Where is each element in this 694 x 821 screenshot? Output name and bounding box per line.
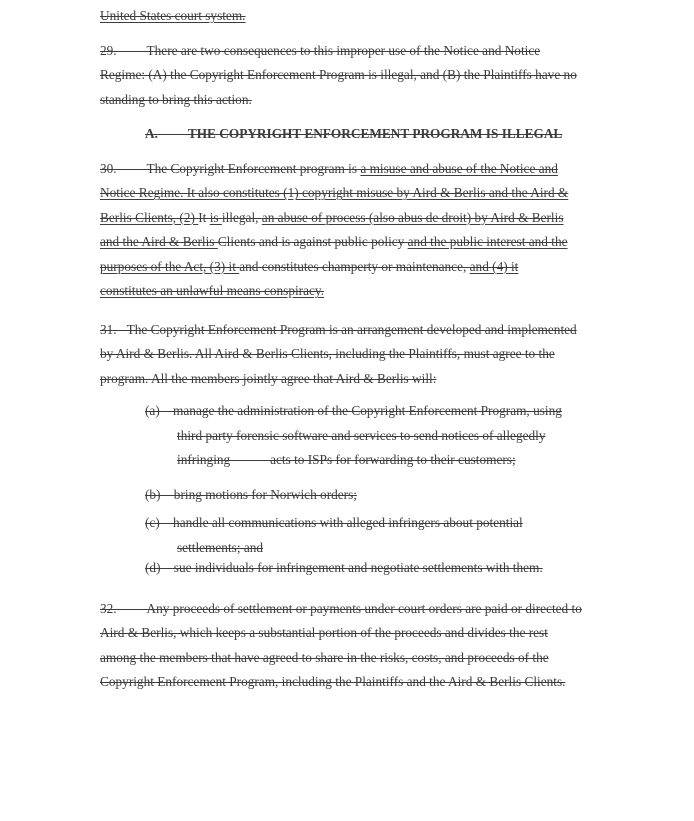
inserted-deleted-text: purposes of the Act, (3) it (100, 258, 240, 274)
deleted-text: A. THE COPYRIGHT ENFORCEMENT PROGRAM IS ILLEGAL (145, 126, 563, 141)
text-line (100, 157, 658, 182)
deleted-text: Aird & Berlis, which keeps a substantial portion of the proceeds and divides the rest (100, 625, 548, 640)
list-item-c (100, 511, 658, 560)
inserted-deleted-text: an abuse of process (also abus de droit) by Aird & Berlis (261, 209, 564, 225)
deleted-text: (d) sue individuals for infringement and negotiate settlements with them. (145, 560, 543, 575)
inserted-deleted-text: Notice Regime. It also constitutes (1) copyright misuse by Aird & Berlis and the Aird & (100, 185, 569, 200)
deleted-text: (c) handle all communications with alleged infringers about potential (145, 515, 523, 530)
deleted-text: infringing acts to ISPs for forwarding to their customers; (177, 452, 516, 467)
deleted-text: illegal, (221, 209, 262, 225)
inserted-deleted-text: Berlis Clients, (2) (100, 209, 199, 225)
list-item-a (100, 399, 658, 473)
inserted-deleted-text: and the Aird & Berlis (100, 234, 218, 249)
text-line (100, 318, 658, 343)
deleted-text: 31. The Copyright Enforcement Program is an arrangement developed and implemented (100, 321, 577, 337)
inserted-deleted-text: a misuse and abuse of the Notice and (360, 160, 558, 176)
deleted-text: (b) bring motions for Norwich orders; (145, 486, 357, 502)
text-line (100, 597, 658, 622)
deleted-text: It (198, 209, 210, 225)
text-line (100, 621, 658, 646)
deleted-text: and constitutes champerty or maintenance, (239, 258, 470, 274)
deleted-text: 30. The Copyright Enforcement program is (100, 160, 361, 176)
inserted-deleted-text: and (4) it (469, 258, 519, 274)
text-line (100, 342, 658, 367)
deleted-text: standing to bring this action. (100, 91, 252, 107)
deleted-text: program. All the members jointly agree that Aird & Berlis will: (100, 370, 437, 386)
deleted-text: Regime: (A) the Copyright Enforcement Program is illegal, and (B) the Plaintiffs have no (100, 67, 577, 82)
text-line (100, 367, 658, 392)
text-line (100, 88, 658, 113)
inserted-deleted-text: is (209, 209, 222, 225)
deleted-text: third party forensic software and services to send notices of allegedly (177, 427, 546, 443)
inserted-deleted-text: United States court system. (100, 8, 246, 23)
text-line (100, 670, 658, 695)
deleted-text: Clients and is against public policy (217, 234, 408, 249)
list-item-b (100, 483, 658, 508)
deleted-text: Copyright Enforcement Program, including the Plaintiffs and the Aird & Berlis Clients. (100, 674, 566, 689)
text-line (100, 448, 658, 473)
inserted-deleted-text: and the public interest and the (407, 234, 568, 249)
deleted-text: 29. There are two consequences to this improper use of the Notice and Notice (100, 42, 541, 58)
text-line (100, 230, 658, 255)
list-item-d (100, 556, 658, 581)
deleted-text: (a) manage the administration of the Copyright Enforcement Program, using (145, 403, 562, 418)
text-line (100, 483, 658, 508)
paragraph-30 (100, 157, 658, 304)
deleted-text: 32. Any proceeds of settlement or payments under court orders are paid or directed to (100, 600, 582, 616)
text-line (100, 646, 658, 671)
inserted-deleted-text: constitutes an unlawful means conspiracy. (100, 283, 325, 298)
text-line (100, 206, 658, 231)
section-heading (100, 122, 658, 147)
text-line (100, 399, 658, 424)
text-line (100, 181, 658, 206)
deleted-text: among the members that have agreed to share in the risks, costs, and proceeds of the (100, 649, 549, 665)
text-line (100, 511, 658, 536)
paragraph-29 (100, 39, 658, 113)
text-line (100, 122, 658, 147)
text-line (100, 63, 658, 88)
text-line (100, 4, 658, 29)
continuation-paragraph (100, 4, 658, 29)
paragraph-31 (100, 318, 658, 392)
paragraph-32 (100, 597, 658, 695)
deleted-text: by Aird & Berlis. All Aird & Berlis Clients, including the Plaintiffs, must agree to the (100, 346, 555, 361)
text-line (100, 424, 658, 449)
text-line (100, 255, 658, 280)
text-line (100, 279, 658, 304)
text-line (100, 39, 658, 64)
deleted-text: settlements; and (177, 539, 264, 555)
text-line (100, 556, 658, 581)
